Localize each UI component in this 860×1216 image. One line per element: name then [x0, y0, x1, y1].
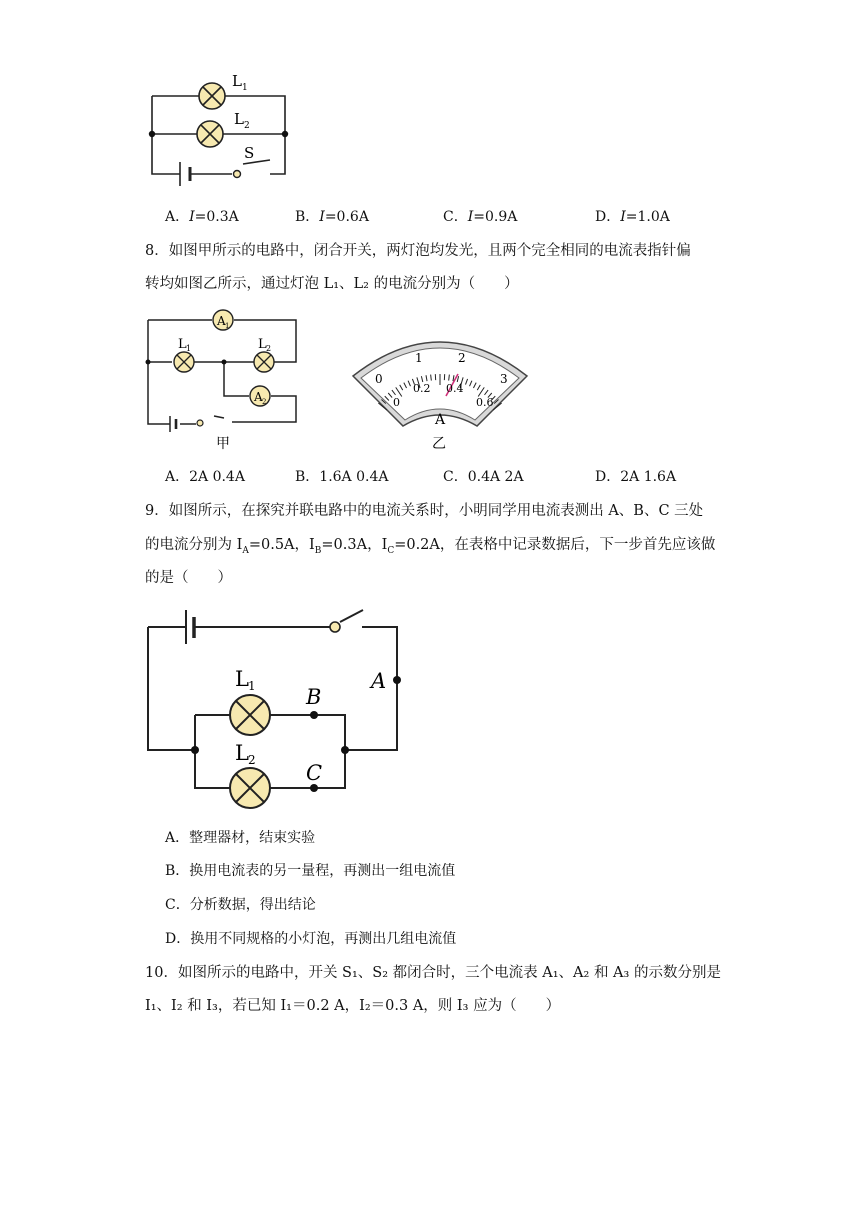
caption-yi: 乙	[432, 436, 446, 452]
q9-option-b[interactable]: B．换用电流表的另一量程，再测出一组电流值	[165, 863, 456, 879]
q9-stem-line2: 的电流分别为 $I_A=0.5A$，$I_B=0.3A$，$I_C=0.2A$，在表格中记录数据后，下一步首先应该做	[145, 537, 716, 556]
dial-unit: A	[435, 412, 446, 428]
svg-text:L: L	[235, 667, 249, 691]
svg-text:1: 1	[225, 322, 230, 330]
q9-option-a[interactable]: A．整理器材，结束实验	[165, 830, 316, 846]
lamp-l2	[197, 121, 223, 147]
q7-option-d[interactable]: D．I=1.0A	[595, 209, 670, 225]
point-b	[310, 711, 318, 719]
ammeter-a1	[213, 310, 233, 330]
q7-label-s: S	[244, 144, 255, 162]
q8-stem-line2: 转均如图乙所示，通过灯泡 L₁、L₂ 的电流分别为（ ）	[145, 276, 519, 292]
svg-text:L: L	[258, 337, 267, 352]
q8-stem-line1: 8．如图甲所示的电路中，闭合开关，两灯泡均发光，且两个完全相同的电流表指针偏	[145, 243, 691, 259]
svg-text:2: 2	[266, 344, 272, 353]
svg-text:1: 1	[248, 679, 256, 693]
dial-bottom-tick-1: 0.2	[413, 382, 431, 395]
q8-option-c[interactable]: C．0.4A 2A	[443, 469, 524, 485]
lamp-l2	[254, 352, 274, 372]
q7-option-a[interactable]: A．I=0.3A	[165, 209, 239, 225]
switch-s	[234, 171, 241, 178]
dial-tick	[449, 375, 450, 381]
svg-text:1: 1	[186, 344, 192, 353]
ammeter-a2	[250, 386, 270, 406]
svg-text:2: 2	[248, 753, 256, 767]
q9-option-d[interactable]: D．换用不同规格的小灯泡，再测出几组电流值	[165, 931, 457, 947]
caption-jia: 甲	[216, 436, 230, 452]
q7-option-b[interactable]: B．I=0.6A	[295, 209, 369, 225]
svg-text:L: L	[178, 337, 187, 352]
switch	[330, 622, 340, 632]
label-c: C	[306, 761, 323, 785]
svg-text:2: 2	[262, 398, 267, 406]
dial-top-tick-3: 3	[500, 372, 508, 386]
q7-label-l1: L	[232, 72, 242, 90]
q10-stem-line2: I₁、I₂ 和 I₃，若已知 I₁＝0.2 A，I₂＝0.3 A，则 I₃ 应为（ ）	[145, 998, 561, 1014]
dial-top-tick-1: 1	[415, 351, 423, 365]
lamp-l2	[230, 768, 270, 808]
q7-option-c[interactable]: C．I=0.9A	[443, 209, 518, 225]
dial-top-tick-0: 0	[375, 372, 383, 386]
q8-ammeter-dial-yi	[345, 326, 535, 456]
q7-circuit-figure	[140, 64, 300, 189]
dial-bottom-tick-2: 0.4	[446, 382, 464, 395]
dial-tick	[431, 375, 432, 381]
lamp-l1	[230, 695, 270, 735]
q9-stem-line1: 9．如图所示，在探究并联电路中的电流关系时，小明同学用电流表测出 A、B、C 三处	[145, 503, 704, 519]
q9-option-c[interactable]: C．分析数据，得出结论	[165, 897, 316, 913]
q9-stem-line3: 的是（ ）	[145, 570, 232, 586]
q7-label-l2: L	[234, 110, 244, 128]
point-a	[393, 676, 401, 684]
q8-option-a[interactable]: A．2A 0.4A	[165, 469, 245, 485]
point-c	[310, 784, 318, 792]
svg-text:2: 2	[244, 121, 250, 131]
dial-bottom-tick-3: 0.6	[476, 396, 494, 409]
q8-option-b[interactable]: B．1.6A 0.4A	[295, 469, 389, 485]
label-b: B	[306, 685, 322, 709]
q9-circuit-figure	[140, 600, 410, 810]
label-a: A	[371, 669, 387, 693]
svg-text:A: A	[217, 314, 226, 328]
dial-top-tick-2: 2	[458, 351, 466, 365]
q10-stem-line1: 10．如图所示的电路中，开关 S₁、S₂ 都闭合时，三个电流表 A₁、A₂ 和 A₃ 的示数分别是	[145, 965, 721, 981]
q8-option-d[interactable]: D．2A 1.6A	[595, 469, 677, 485]
q8-circuit-jia	[140, 306, 310, 456]
dial-bottom-tick-0: 0	[393, 396, 400, 409]
lamp-l1	[174, 352, 194, 372]
lamp-l1	[199, 83, 225, 109]
svg-text:A: A	[254, 390, 263, 404]
svg-text:1: 1	[242, 83, 248, 93]
svg-text:L: L	[235, 741, 249, 765]
